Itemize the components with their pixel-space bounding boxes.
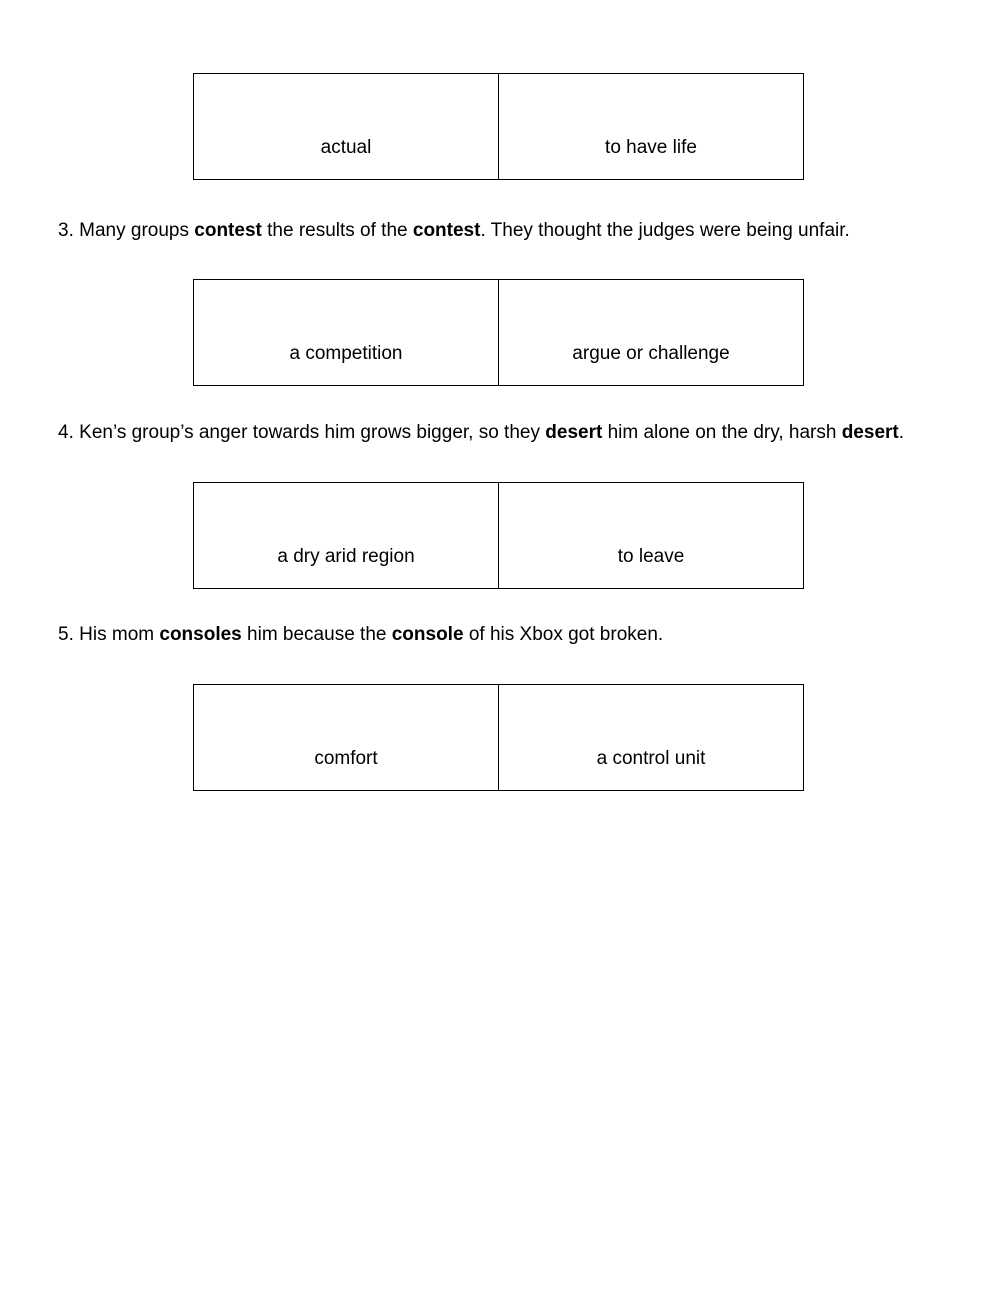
answer-box-5 xyxy=(193,684,804,791)
sentence-text: His mom xyxy=(79,624,155,645)
answer-text: argue or challenge xyxy=(572,343,730,364)
sentence-text: Many groups xyxy=(79,220,189,241)
answer-text: to leave xyxy=(617,546,685,567)
answer-box-2 xyxy=(193,73,804,180)
question-number: 3. xyxy=(58,220,74,241)
question-number: 4. xyxy=(58,422,74,443)
answer-box-4 xyxy=(193,482,804,589)
answer-cell-right[interactable] xyxy=(498,74,803,179)
question-5 xyxy=(58,623,663,647)
keyword: desert xyxy=(841,422,899,443)
answer-text: actual xyxy=(320,137,372,158)
answer-text: a control unit xyxy=(596,748,706,769)
keyword: console xyxy=(391,624,464,645)
answer-text: to have life xyxy=(605,137,697,158)
sentence-text: of his Xbox got broken. xyxy=(468,624,664,645)
answer-box-3 xyxy=(193,279,804,386)
sentence-text: him because the xyxy=(247,624,387,645)
keyword: contest xyxy=(412,220,481,241)
answer-cell-left[interactable] xyxy=(194,280,498,385)
question-3 xyxy=(58,219,850,243)
sentence-text: the results of the xyxy=(267,220,408,241)
answer-text: a competition xyxy=(289,343,403,364)
answer-text: comfort xyxy=(314,748,378,769)
answer-text: a dry arid region xyxy=(277,546,415,567)
sentence-text: . xyxy=(898,422,905,443)
answer-cell-right[interactable] xyxy=(498,685,803,790)
answer-cell-right[interactable] xyxy=(498,483,803,588)
sentence-text: him alone on the dry, harsh xyxy=(607,422,837,443)
keyword: desert xyxy=(545,422,603,443)
sentence-text: Ken’s group’s anger towards him grows bigger, so they xyxy=(79,422,540,443)
answer-cell-left[interactable] xyxy=(194,483,498,588)
question-4 xyxy=(58,421,904,445)
answer-cell-right[interactable] xyxy=(498,280,803,385)
keyword: consoles xyxy=(159,624,242,645)
question-number: 5. xyxy=(58,624,74,645)
keyword: contest xyxy=(194,220,262,241)
answer-cell-left[interactable] xyxy=(194,74,498,179)
answer-cell-left[interactable] xyxy=(194,685,498,790)
sentence-text: . They thought the judges were being unfair. xyxy=(480,220,850,241)
